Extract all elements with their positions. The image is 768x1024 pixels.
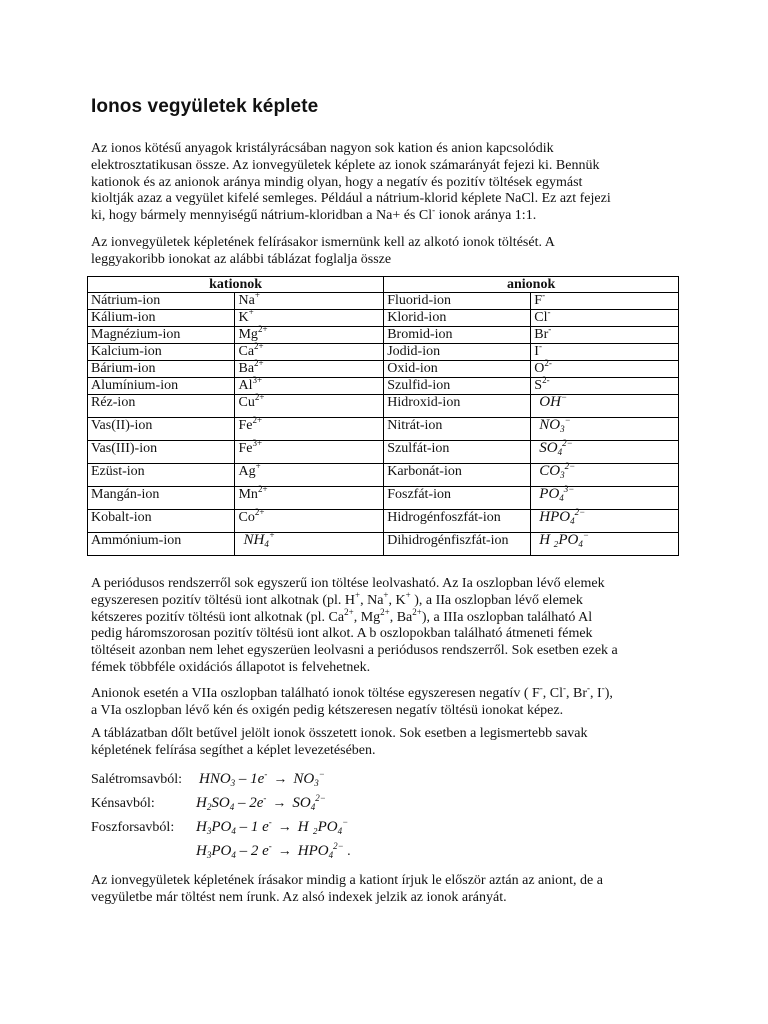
anion-symbol: $CO_3^{2-}$ [531, 464, 679, 487]
anion-symbol: H $_2PO_4^-$ [531, 533, 679, 556]
anion-symbol: I- [531, 344, 679, 361]
anion-symbol: $S^{2-}$ [531, 378, 679, 395]
intro-line: elektrosztatikusan össze. Az ionvegyületek képlete az ionok számarányát fejezi ki. Bennük [91, 157, 600, 173]
equation-lhs: $H_3PO_4 - 2$ e [196, 843, 269, 860]
cation-name: Kalcium-ion [88, 344, 235, 361]
periodic-line: kétszeres pozitív töltésü iont alkotnak (pl. Ca [91, 609, 345, 625]
equation-rhs: H $_2PO_4^-$ [297, 817, 349, 836]
cation-symbol: Ag+ [235, 464, 384, 487]
anion-symbol: F- [531, 293, 679, 310]
cation-name: Alumínium-ion [88, 378, 235, 395]
table-row [88, 395, 679, 418]
periodic-paragraph: A periódusos rendszerről sok egyszerű ion töltése leolvasható. Az Ia oszlopban lévő elemek egyszeresen pozitív töltésü iont alkotnak (pl. H+, Na+, K+ ), a IIa oszlopban lévő elemek kétszeres pozitív töltésü iont alkotnak (pl. $Ca^{2+}$, $Mg^{2+}$, $Ba^{2+}$), a IIIa oszlopban található Al pedig háromszorosan pozitív töltésü iont alkot. A b oszlopokban található átmeneti fémek töltéseit azonban nem lehet egyszerüen leolvasni a periódusos rendszerről. Sok esetben ezek a fémek többféle oxidációs állapotot is felvehetnek. [91, 576, 618, 675]
table-row [88, 361, 679, 378]
anion-name: Dihidrogénfiszfát-ion [384, 533, 531, 556]
cation-name: Vas(II)-ion [88, 418, 235, 441]
cation-symbol: Na+ [235, 293, 384, 310]
intro-line: kioltják azaz a vegyület kifelé semleges. Például a nátrium-klorid képlete NaCl. Ez azt fejezi [91, 191, 611, 207]
anion-symbol: $PO_4^{3-}$ [531, 487, 679, 510]
table-row [88, 310, 679, 327]
final-line: Az ionvegyületek képletének írásakor mindig a kationt írjuk le először aztán az aniont, de a [91, 873, 603, 888]
table-row [88, 487, 679, 510]
acid-equation: Kénsavból: $H_2SO_4 - 2e^- \to SO_4^{2-}$ [91, 793, 326, 812]
cation-symbol: $Mg^{2+}$ [235, 327, 384, 344]
cations-header: kationok [88, 277, 384, 293]
italic-ions-paragraph [91, 726, 681, 760]
cation-name: Kobalt-ion [88, 510, 235, 533]
arrow-icon: → [277, 844, 292, 859]
table-row [88, 293, 679, 310]
cation-symbol: $Al^{3+}$ [235, 378, 384, 395]
anion-name: Oxid-ion [384, 361, 531, 378]
arrow-icon: → [273, 772, 288, 787]
equation-rhs: $NO_3^-$ [293, 769, 325, 788]
cation-symbol: $NH_4^+$ [235, 533, 384, 556]
final-line: vegyületbe már töltést nem írunk. Az alsó indexek jelzik az ionok arányát. [91, 889, 507, 905]
anion-symbol: $HPO_4^{2-}$ [531, 510, 679, 533]
intro-line: kationok és az anionok aránya mindig olyan, hogy a negatív és pozitív töltések egymást [91, 174, 583, 190]
anion-name: Klorid-ion [384, 310, 531, 327]
equation-rhs: $HPO_4^{2-}$ [297, 841, 344, 860]
table-row [88, 441, 679, 464]
table-row [88, 418, 679, 441]
cation-name: Bárium-ion [88, 361, 235, 378]
anion-name: Hidrogénfoszfát-ion [384, 510, 531, 533]
table-row [88, 510, 679, 533]
anion-name: Szulfát-ion [384, 441, 531, 464]
cation-name: Réz-ion [88, 395, 235, 418]
final-paragraph [91, 873, 681, 907]
table-row [88, 378, 679, 395]
charge: - [432, 205, 436, 216]
anion-name: Hidroxid-ion [384, 395, 531, 418]
cation-symbol: $Fe^{2+}$ [235, 418, 384, 441]
anion-name: Nitrát-ion [384, 418, 531, 441]
cation-symbol: $Co^{2+}$ [235, 510, 384, 533]
table-row [88, 533, 679, 556]
cation-symbol: $Cu^{2+}$ [235, 395, 384, 418]
cation-name: Ezüst-ion [88, 464, 235, 487]
italic-line: képletének felírása segíthet a képlet levezetésében. [91, 742, 376, 758]
cation-name: Kálium-ion [88, 310, 235, 327]
table-intro-line: leggyakoribb ionokat az alábbi táblázat foglalja össze [91, 251, 392, 267]
equation-lhs: $H_2SO_4 - 2e$ [196, 795, 264, 812]
table-row [88, 464, 679, 487]
acid-equation: $H_3PO_4 - 2$ $e^- \to HPO_4^{2-}$ . [196, 841, 351, 860]
anion-name: Szulfid-ion [384, 378, 531, 395]
anion-name: Fluorid-ion [384, 293, 531, 310]
acid-equation: Foszforsavból: $H_3PO_4 - 1$ e- → H $_2PO_4^-$ [91, 817, 349, 836]
intro-line: Az ionos kötésű anyagok kristályrácsában nagyon sok kation és anion kapcsolódik [91, 141, 554, 156]
anion-symbol: Br- [531, 327, 679, 344]
anion-symbol: $NO_3^-$ [531, 418, 679, 441]
intro-line: ionok aránya 1:1. [435, 208, 537, 224]
anion-symbol: $SO_4^{2-}$ [531, 441, 679, 464]
anion-name: Foszfát-ion [384, 487, 531, 510]
anion-line: a VIa oszlopban lévő kén és oxigén pedig kétszeresen negatív töltésü ionokat képez. [91, 702, 564, 718]
anion-paragraph: Anionok esetén a VIIa oszlopban található ionok töltése egyszeresen negatív ( F-, Cl-, Br-, I-), a VIa oszlopban lévő kén és oxigén pedig kétszeresen negatív töltésü ionokat képez. [91, 683, 613, 718]
cation-symbol: $Ba^{2+}$ [235, 361, 384, 378]
ion-table [87, 276, 679, 556]
intro-paragraph [91, 141, 681, 225]
anions-header: anionok [384, 277, 679, 293]
intro-line: ki, hogy bármely mennyiségű nátrium-kloridban a Na+ és Cl [91, 208, 433, 224]
equation-label: Kénsavból: [91, 796, 155, 811]
anion-symbol: $O^{2-}$ [531, 361, 679, 378]
equation-rhs: $SO_4^{2-}$ [292, 793, 326, 812]
acid-equation: Salétromsavból: $HNO_3 - 1e^- \to NO_3^-$ [91, 769, 325, 788]
cation-name: Nátrium-ion [88, 293, 235, 310]
anion-symbol: Cl- [531, 310, 679, 327]
anion-name: Bromid-ion [384, 327, 531, 344]
cation-symbol: $Fe^{3+}$ [235, 441, 384, 464]
anion-line: Anionok esetén a VIIa oszlopban található ionok töltése egyszeresen negatív ( F [91, 686, 540, 701]
cation-symbol: $Ca^{2+}$ [235, 344, 384, 361]
arrow-icon: → [277, 820, 292, 835]
equation-lhs: $H_3PO_4 - 1$ e [196, 819, 269, 836]
anion-symbol: OH− [531, 395, 679, 418]
cation-name: Ammónium-ion [88, 533, 235, 556]
equation-label: Salétromsavból: [91, 772, 182, 787]
table-intro-line: Az ionvegyületek képletének felírásakor ismernünk kell az alkotó ionok töltését. A [91, 235, 555, 250]
cation-symbol: K+ [235, 310, 384, 327]
cation-symbol: $Mn^{2+}$ [235, 487, 384, 510]
cation-name: Mangán-ion [88, 487, 235, 510]
periodic-line: pedig háromszorosan pozitív töltésü iont alkot. A b oszlopokban található átmeneti fémek [91, 626, 593, 642]
anion-name: Jodid-ion [384, 344, 531, 361]
cation-name: Vas(III)-ion [88, 441, 235, 464]
anion-name: Karbonát-ion [384, 464, 531, 487]
equation-lhs: $HNO_3 - 1e$ [199, 771, 265, 788]
table-intro-paragraph [91, 235, 681, 269]
periodic-line: töltéseit azonban nem lehet egyszerüen leolvasni a periódusos rendszerről. Sok esetben ezek a [91, 643, 618, 659]
table-row [88, 344, 679, 361]
cation-name: Magnézium-ion [88, 327, 235, 344]
table-row [88, 327, 679, 344]
periodic-line: egyszeresen pozitív töltésü iont alkotnak (pl. H [91, 592, 355, 608]
italic-line: A táblázatban dőlt betűvel jelölt ionok összetett ionok. Sok esetben a legismertebb savak [91, 726, 588, 741]
page-title: Ionos vegyületek képlete [91, 96, 319, 117]
periodic-line: fémek többféle oxidációs állapotot is felvehetnek. [91, 659, 371, 675]
equation-label: Foszforsavból: [91, 820, 175, 835]
periodic-line: A periódusos rendszerről sok egyszerű ion töltése leolvasható. Az Ia oszlopban lévő elemek [91, 576, 605, 591]
arrow-icon: → [272, 796, 287, 811]
